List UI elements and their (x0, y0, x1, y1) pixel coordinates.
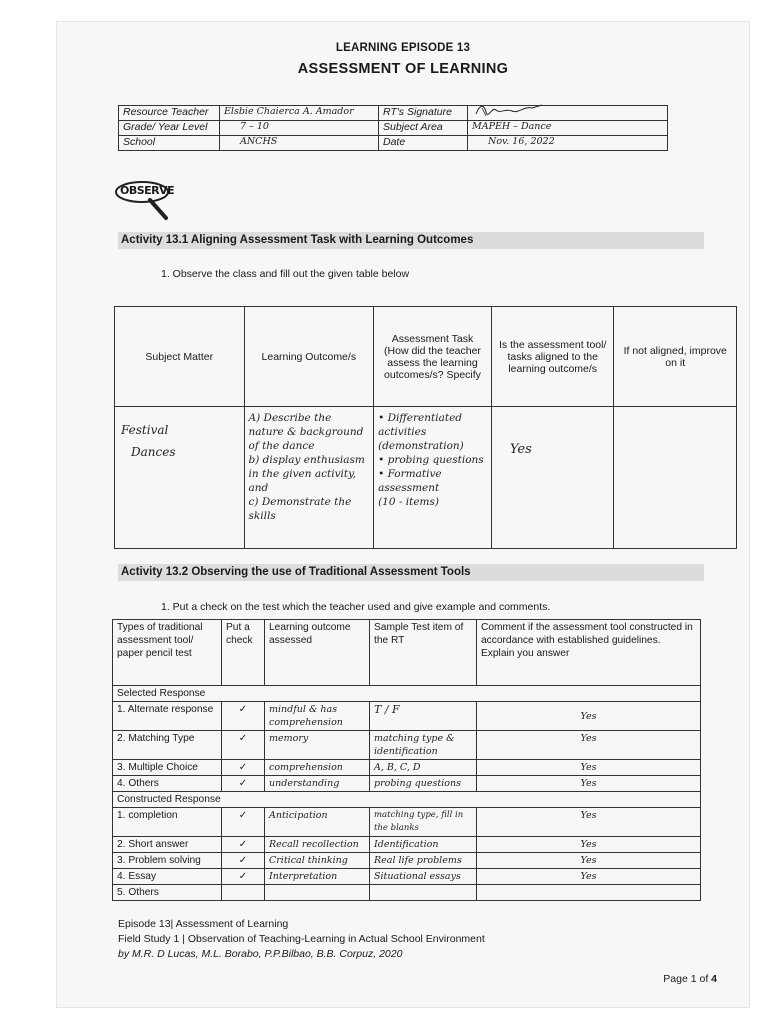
check-cell: ✓ (222, 776, 265, 792)
check-cell: ✓ (222, 853, 265, 869)
outcome-line: of the dance (248, 440, 315, 452)
sample-cell: Situational essays (370, 869, 477, 885)
sample-cell: matching type, fill in the blanks (370, 808, 477, 837)
outcome-line: b) display enthusiasm (248, 454, 365, 466)
date-label: Date (379, 136, 468, 151)
improve-cell (614, 407, 737, 549)
header-aligned: Is the assessment tool/ tasks aligned to the learning outcome/s (491, 307, 614, 407)
outcome-line: A) Describe the nature & background (248, 412, 364, 438)
outcome-cell: Anticipation (265, 808, 370, 837)
signature-scribble (472, 102, 552, 118)
page-title: ASSESSMENT OF LEARNING (297, 61, 509, 77)
comment-cell: Yes (477, 731, 701, 760)
subject-matter-line: Dances (131, 445, 176, 459)
task-line: • probing questions (378, 454, 484, 466)
section-selected-response: Selected Response (113, 686, 701, 702)
footer (118, 917, 485, 962)
activity1-title-bar (118, 232, 704, 249)
subject-matter-line: Festival (121, 423, 169, 437)
comment-cell: Yes (477, 837, 701, 853)
type-cell: 1. completion (113, 808, 222, 837)
outcome-cell: Interpretation (265, 869, 370, 885)
outcome-line: and (248, 482, 269, 494)
sample-cell: probing questions (370, 776, 477, 792)
outcome-cell: Recall recollection (265, 837, 370, 853)
header-assessment-task: Assessment Task (How did the teacher assess the learning outcomes/s? Specify (374, 307, 492, 407)
task-line: (10 - items) (378, 496, 439, 508)
page-number-label: Page 1 of (663, 973, 712, 985)
date-value: Nov. 16, 2022 (468, 136, 668, 151)
comment-cell: Yes (477, 776, 701, 792)
sample-cell: Identification (370, 837, 477, 853)
grade-value: 7 – 10 (220, 121, 379, 136)
outcome-cell: memory (265, 731, 370, 760)
subject-area-value: MAPEH – Dance (468, 121, 668, 136)
school-label: School (119, 136, 220, 151)
table-row (113, 885, 701, 901)
task-line: • Formative (378, 468, 442, 480)
activity2-title-bar (118, 564, 704, 581)
comment-cell: Yes (477, 702, 701, 731)
subject-area-label: Subject Area (379, 121, 468, 136)
resource-teacher-value: Elsbie Chaierca A. Amador (220, 106, 379, 121)
type-cell: 3. Problem solving (113, 853, 222, 869)
check-cell: ✓ (222, 731, 265, 760)
outcome-cell (265, 885, 370, 901)
sample-cell: T / F (370, 702, 477, 731)
sample-cell: Real life problems (370, 853, 477, 869)
comment-cell: Yes (477, 869, 701, 885)
table-row (113, 760, 701, 776)
tasks-cell (374, 407, 492, 549)
observe-logo (114, 180, 174, 224)
outcome-line: c) Demonstrate the skills (248, 496, 352, 522)
comment-cell (477, 885, 701, 901)
check-cell: ✓ (222, 808, 265, 837)
footer-line-1: Episode 13| Assessment of Learning (118, 918, 289, 930)
header-comment: Comment if the assessment tool constructed in accordance with established guidelines. Explain you answer (477, 620, 701, 686)
episode-label: LEARNING EPISODE 13 (335, 42, 471, 54)
task-line: assessment (378, 482, 440, 494)
type-cell: 4. Others (113, 776, 222, 792)
outcome-cell: understanding (265, 776, 370, 792)
header-outcome: Learning outcome assessed (265, 620, 370, 686)
sample-cell (370, 885, 477, 901)
page-number (663, 973, 717, 985)
resource-teacher-label: Resource Teacher (119, 106, 220, 121)
type-cell: 4. Essay (113, 869, 222, 885)
table-row (113, 808, 701, 837)
table-row (113, 837, 701, 853)
table-row (113, 776, 701, 792)
comment-cell: Yes (477, 760, 701, 776)
comment-cell: Yes (477, 808, 701, 837)
section-constructed-response: Constructed Response (113, 792, 701, 808)
table-row (113, 869, 701, 885)
outcomes-cell (244, 407, 374, 549)
task-line: (demonstration) (378, 440, 464, 452)
header-learning-outcomes: Learning Outcome/s (244, 307, 374, 407)
outcome-line: in the given activity, (248, 468, 356, 480)
type-cell: 3. Multiple Choice (113, 760, 222, 776)
activity2-title: Activity 13.2 Observing the use of Traditional Assessment Tools (121, 566, 471, 578)
outcome-cell: comprehension (265, 760, 370, 776)
document-page (57, 22, 749, 1007)
info-table (118, 105, 668, 151)
school-value: ANCHS (220, 136, 379, 151)
task-line: activities (378, 426, 427, 438)
header-improve: If not aligned, improve on it (614, 307, 737, 407)
activity1-title: Activity 13.1 Aligning Assessment Task with Learning Outcomes (121, 234, 474, 246)
check-cell: ✓ (222, 869, 265, 885)
sample-cell: A, B, C, D (370, 760, 477, 776)
subject-matter-cell (115, 407, 245, 549)
footer-line-3: by M.R. D Lucas, M.L. Borabo, P.P.Bilbao, B.B. Corpuz, 2020 (118, 948, 403, 960)
rt-signature-label: RT's Signature (379, 106, 468, 121)
observe-logo-text: OBSERVE (120, 184, 175, 197)
traditional-tools-table (112, 619, 701, 901)
table-row (113, 853, 701, 869)
activity2-instruction: 1. Put a check on the test which the teacher used and give example and comments. (161, 601, 551, 613)
footer-line-2: Field Study 1 | Observation of Teaching-Learning in Actual School Environment (118, 933, 485, 945)
page-number-total: 4 (711, 973, 717, 985)
type-cell: 2. Short answer (113, 837, 222, 853)
header-sample: Sample Test item of the RT (370, 620, 477, 686)
type-cell: 1. Alternate response (113, 702, 222, 731)
type-cell: 5. Others (113, 885, 222, 901)
outcome-cell: mindful & has comprehension (265, 702, 370, 731)
alignment-table (114, 306, 737, 549)
aligned-cell: Yes (491, 407, 614, 549)
outcome-cell: Critical thinking (265, 853, 370, 869)
sample-cell: matching type & identification (370, 731, 477, 760)
rt-signature-value (468, 106, 668, 121)
activity1-instruction: 1. Observe the class and fill out the given table below (161, 268, 410, 280)
table-row (113, 702, 701, 731)
check-cell: ✓ (222, 837, 265, 853)
header-check: Put a check (222, 620, 265, 686)
check-cell (222, 885, 265, 901)
table-row (113, 731, 701, 760)
check-cell: ✓ (222, 760, 265, 776)
type-cell: 2. Matching Type (113, 731, 222, 760)
header-subject-matter: Subject Matter (115, 307, 245, 407)
check-cell: ✓ (222, 702, 265, 731)
comment-cell: Yes (477, 853, 701, 869)
grade-label: Grade/ Year Level (119, 121, 220, 136)
task-line: • Differentiated (378, 412, 463, 424)
header-types: Types of traditional assessment tool/ paper pencil test (113, 620, 222, 686)
